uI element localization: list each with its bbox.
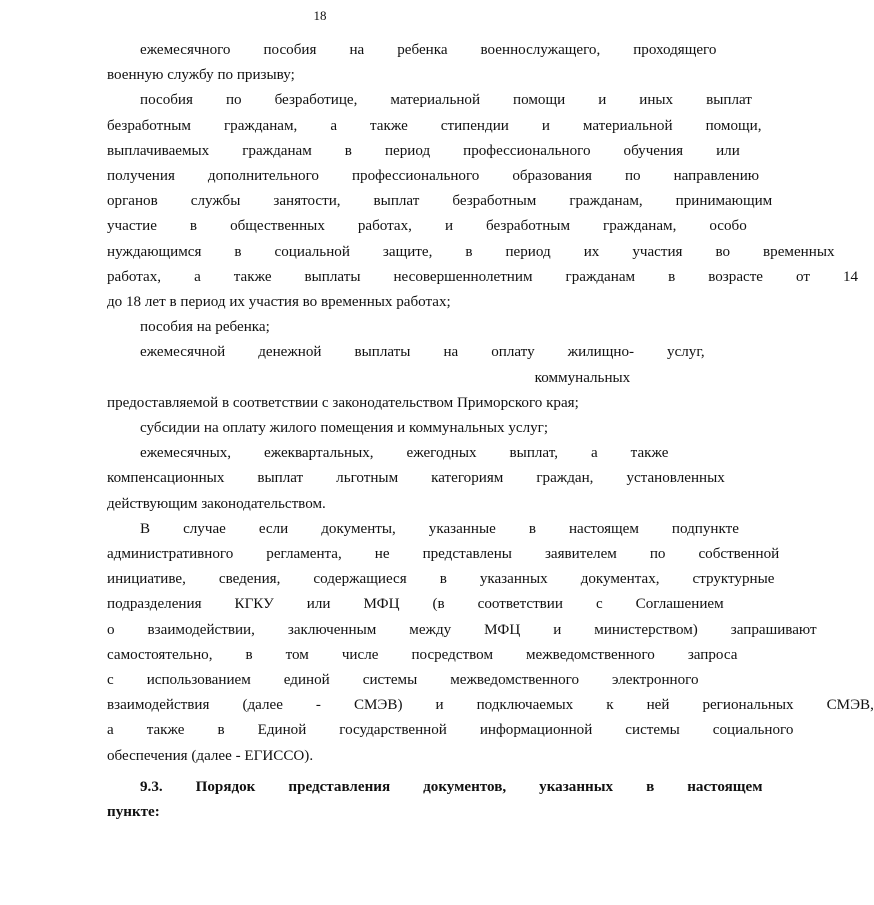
text-line: инициативе, сведения, содержащиеся в указанных документах, структурные	[107, 571, 775, 588]
paragraph-housing-subsidy	[74, 416, 594, 441]
heading-line: пункте:	[107, 804, 160, 821]
paragraph-child-allowance	[74, 315, 594, 340]
text-line: нуждающимся в социальной защите, в период их участия во временных	[107, 243, 835, 260]
paragraph-unemployment-benefits	[74, 88, 859, 315]
text-line: выплачиваемых гражданам в период профессионального обучения или	[107, 142, 740, 159]
text-line: пособия на ребенка;	[140, 319, 270, 336]
text-line: с использованием единой системы межведомственного электронного	[107, 672, 699, 689]
text-line: административного регламента, не представлены заявителем по собственной	[107, 546, 780, 563]
text-line: а также в Единой государственной информационной системы социального	[107, 722, 794, 739]
text-line: компенсационных выплат льготным категориям граждан, установленных	[107, 470, 725, 487]
text-line: ежемесячного пособия на ребенка военнослужащего, проходящего	[140, 42, 717, 58]
text-line: до 18 лет в период их участия во временных работах;	[107, 294, 451, 311]
text-line: военную службу по призыву;	[107, 67, 295, 84]
text-line: участие в общественных работах, и безработным гражданам, особо	[107, 218, 747, 235]
page-number: 18	[313, 8, 327, 23]
paragraph-documents-request	[74, 517, 874, 769]
text-line: В случае если документы, указанные в настоящем подпункте	[140, 520, 739, 537]
paragraph-housing-payment	[74, 340, 705, 416]
text-line: работах, а также выплаты несовершеннолетним гражданам в возрасте от 14	[107, 268, 859, 285]
section-heading-9-3	[74, 775, 763, 825]
document-body	[74, 38, 874, 825]
text-line: подразделения КГКУ или МФЦ (в соответствии с Соглашением	[107, 596, 724, 613]
text-line: ежемесячной денежной выплаты на оплату жилищно-коммунальных услуг,	[140, 344, 705, 386]
text-line: действующим законодательством.	[107, 495, 326, 512]
text-line: пособия по безработице, материальной помощи и иных выплат	[140, 92, 752, 109]
text-line: получения дополнительного профессионального образования по направлению	[107, 168, 760, 185]
heading-line: 9.3. Порядок представления документов, указанных в настоящем	[140, 778, 763, 795]
text-line: обеспечения (далее - ЕГИССО).	[107, 747, 314, 764]
text-line: о взаимодействии, заключенным между МФЦ и министерством) запрашивают	[107, 621, 817, 638]
paragraph-military-child-allowance	[74, 38, 717, 88]
text-line: предоставляемой в соответствии с законодательством Приморского края;	[107, 394, 579, 411]
text-line: органов службы занятости, выплат безработным гражданам, принимающим	[107, 193, 773, 210]
text-line: самостоятельно, в том числе посредством межведомственного запроса	[107, 646, 738, 663]
text-line: безработным гражданам, а также стипендии и материальной помощи,	[107, 117, 762, 134]
text-line: субсидии на оплату жилого помещения и коммунальных услуг;	[140, 420, 549, 437]
paragraph-periodic-payments	[74, 441, 725, 517]
text-line: взаимодействия (далее - СМЭВ) и подключаемых к ней региональных СМЭВ,	[107, 697, 874, 714]
text-line: ежемесячных, ежеквартальных, ежегодных выплат, а также	[140, 445, 669, 462]
